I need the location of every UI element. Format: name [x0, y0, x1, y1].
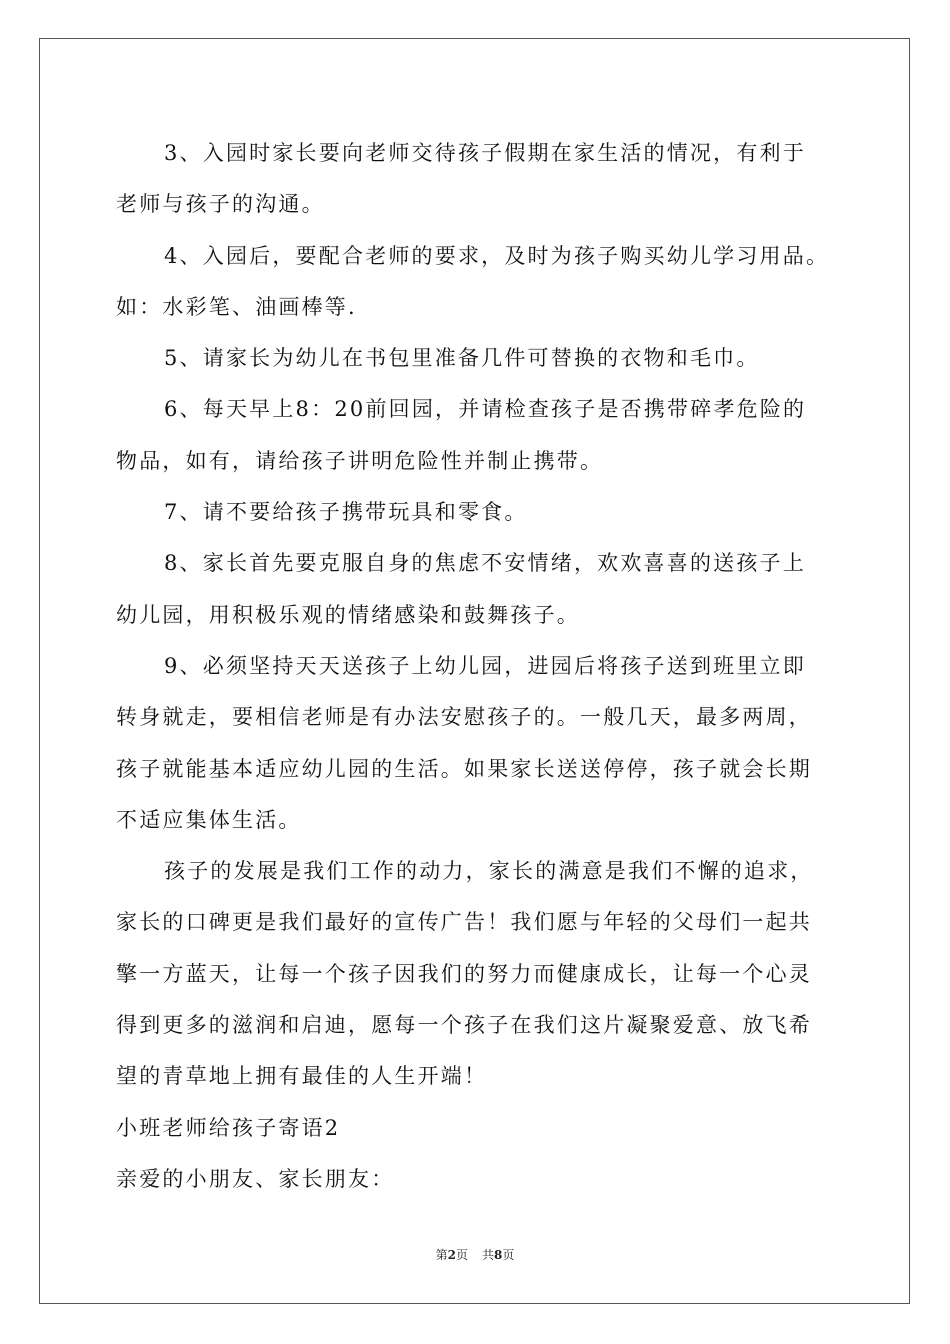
paragraph-line: 4、入园后，要配合老师的要求，及时为孩子购买幼儿学习用品。 [164, 243, 830, 268]
page-current: 2 [447, 1248, 456, 1262]
page-suffix: 页 [455, 1248, 468, 1262]
paragraph-line: 孩子就能基本适应幼儿园的生活。如果家长送送停停，孩子就会长期 [116, 756, 812, 781]
total-prefix: 共 [482, 1248, 495, 1262]
paragraph-line: 如：水彩笔、油画棒等. [116, 294, 357, 319]
paragraph-line: 幼儿园，用积极乐观的情绪感染和鼓舞孩子。 [116, 602, 580, 627]
paragraph-line: 老师与孩子的沟通。 [116, 192, 325, 217]
paragraph-line: 转身就走，要相信老师是有办法安慰孩子的。一般几天，最多两周， [116, 705, 812, 730]
paragraph-line: 7、请不要给孩子携带玩具和零食。 [164, 500, 528, 525]
paragraph-line: 5、请家长为幼儿在书包里准备几件可替换的衣物和毛巾。 [164, 346, 760, 371]
paragraph-line: 家长的口碑更是我们最好的宣传广告！我们愿与年轻的父母们一起共 [116, 910, 812, 935]
paragraph-line: 望的青草地上拥有最佳的人生开端！ [116, 1064, 488, 1089]
salutation-line: 亲爱的小朋友、家长朋友： [116, 1166, 395, 1191]
paragraph-line: 8、家长首先要克服自身的焦虑不安情绪，欢欢喜喜的送孩子上 [164, 551, 806, 576]
total-pages: 8 [494, 1248, 503, 1262]
page-prefix: 第 [435, 1248, 448, 1262]
section-heading: 小班老师给孩子寄语2 [116, 1115, 341, 1140]
total-suffix: 页 [502, 1248, 515, 1262]
paragraph-line: 得到更多的滋润和启迪，愿每一个孩子在我们这片凝聚爱意、放飞希 [116, 1013, 812, 1038]
paragraph-line: 3、入园时家长要向老师交待孩子假期在家生活的情况，有利于 [164, 141, 806, 165]
paragraph-line: 物品，如有，请给孩子讲明危险性并制止携带。 [116, 448, 604, 473]
paragraph-line: 9、必须坚持天天送孩子上幼儿园，进园后将孩子送到班里立即 [164, 653, 806, 678]
paragraph-line: 孩子的发展是我们工作的动力，家长的满意是我们不懈的追求， [164, 859, 814, 884]
paragraph-line: 擎一方蓝天，让每一个孩子因我们的努力而健康成长，让每一个心灵 [116, 961, 812, 986]
paragraph-line: 不适应集体生活。 [116, 807, 302, 832]
page-footer [0, 1246, 950, 1263]
paragraph-line: 6、每天早上8：20前回园，并请检查孩子是否携带碎孝危险的 [164, 397, 807, 422]
document-body [116, 128, 836, 1205]
